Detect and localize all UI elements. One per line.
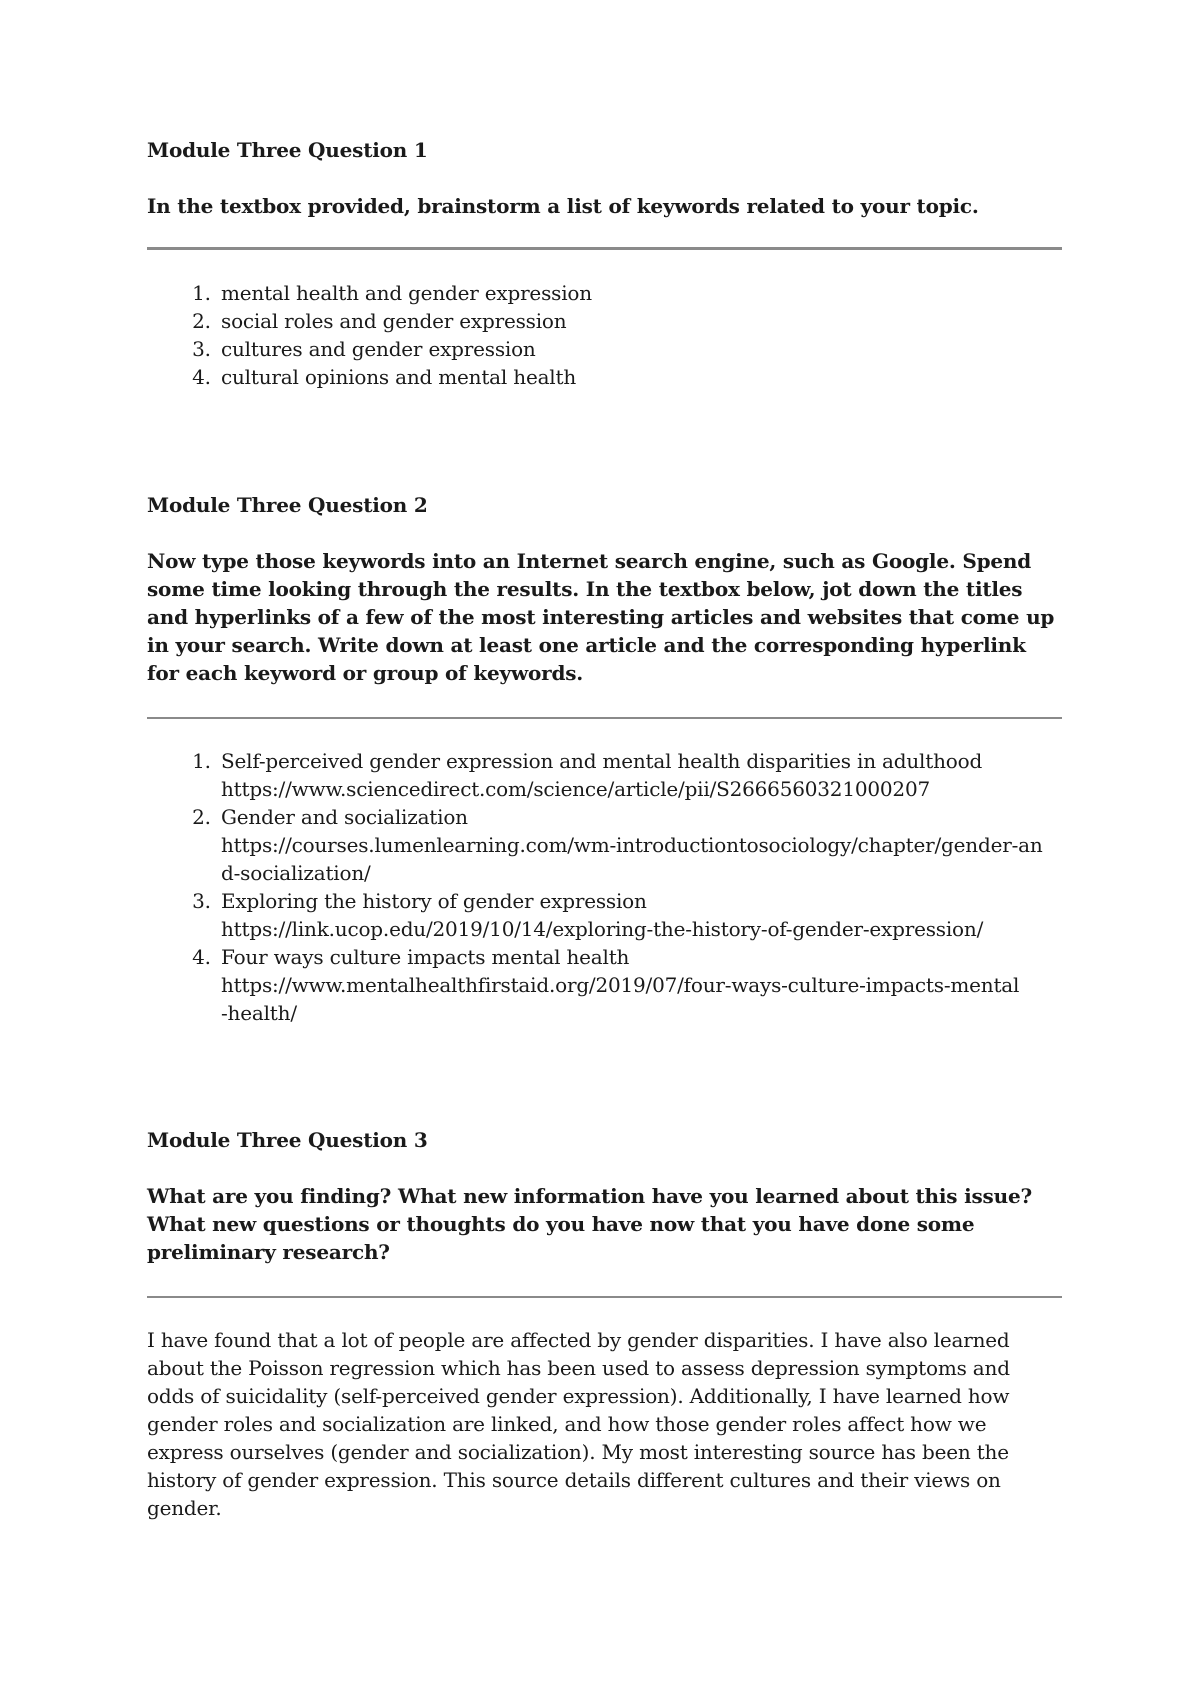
list-item: 3. cultures and gender expression <box>217 335 1062 363</box>
question-2-divider <box>147 717 1062 719</box>
article-title: 1. Self-perceived gender expression and mental health disparities in adulthood <box>221 749 983 773</box>
article-link[interactable]: https://link.ucop.edu/2019/10/14/exploring-the-history-of-gender-expression/ <box>221 917 984 941</box>
question-1-section <box>147 136 1062 391</box>
list-item: 2. social roles and gender expression <box>217 307 1062 335</box>
question-2-prompt: Now type those keywords into an Internet search engine, such as Google. Spend some time looking through the results. In the textbox below, jot down the titles and hyperlinks of a few of the most interesting articles and websites that come up in your search. Write down at least one article and the corresponding hyperlink for each keyword or group of keywords. <box>147 549 1055 685</box>
question-1-answer-list <box>147 279 1062 391</box>
question-2-section <box>147 491 1062 1027</box>
article-link[interactable]: https://www.mentalhealthfirstaid.org/2019/07/four-ways-culture-impacts-mental-health/ <box>221 973 1020 1025</box>
article-title: 4. Four ways culture impacts mental health <box>221 945 630 969</box>
question-3-title: Module Three Question 3 <box>147 1128 428 1152</box>
article-title: 2. Gender and socialization <box>221 805 468 829</box>
question-1-title: Module Three Question 1 <box>147 138 428 162</box>
list-item <box>217 747 1117 803</box>
article-link[interactable]: https://www.sciencedirect.com/science/article/pii/S2666560321000207 <box>221 777 931 801</box>
question-3-divider <box>147 1296 1062 1298</box>
question-1-prompt: In the textbox provided, brainstorm a list of keywords related to your topic. <box>147 194 979 218</box>
question-3-prompt: What are you finding? What new information have you learned about this issue? What new questions or thoughts do you have now that you have done some preliminary research? <box>147 1184 1033 1264</box>
question-2-answer-list <box>147 747 1117 1027</box>
question-2-title: Module Three Question 2 <box>147 493 428 517</box>
question-3-answer: I have found that a lot of people are affected by gender disparities. I have also learned about the Poisson regression which has been used to assess depression symptoms and odds of suicidality (self-perceived gender expression). Additionally, I have learned how gender roles and socialization are linked, and how those gender roles affect how we express ourselves (gender and socialization). My most interesting source has been the history of gender expression. This source details different cultures and their views on gender. <box>147 1328 1010 1520</box>
list-item <box>217 887 1117 943</box>
article-link[interactable]: https://courses.lumenlearning.com/wm-introductiontosociology/chapter/gender-and-socialization/ <box>221 833 1043 885</box>
list-item: 4. cultural opinions and mental health <box>217 363 1062 391</box>
list-item: 1. mental health and gender expression <box>217 279 1062 307</box>
list-item <box>217 803 1117 887</box>
question-3-section <box>147 1126 1062 1522</box>
list-item <box>217 943 1117 1027</box>
question-1-divider <box>147 247 1062 250</box>
article-title: 3. Exploring the history of gender expression <box>221 889 647 913</box>
